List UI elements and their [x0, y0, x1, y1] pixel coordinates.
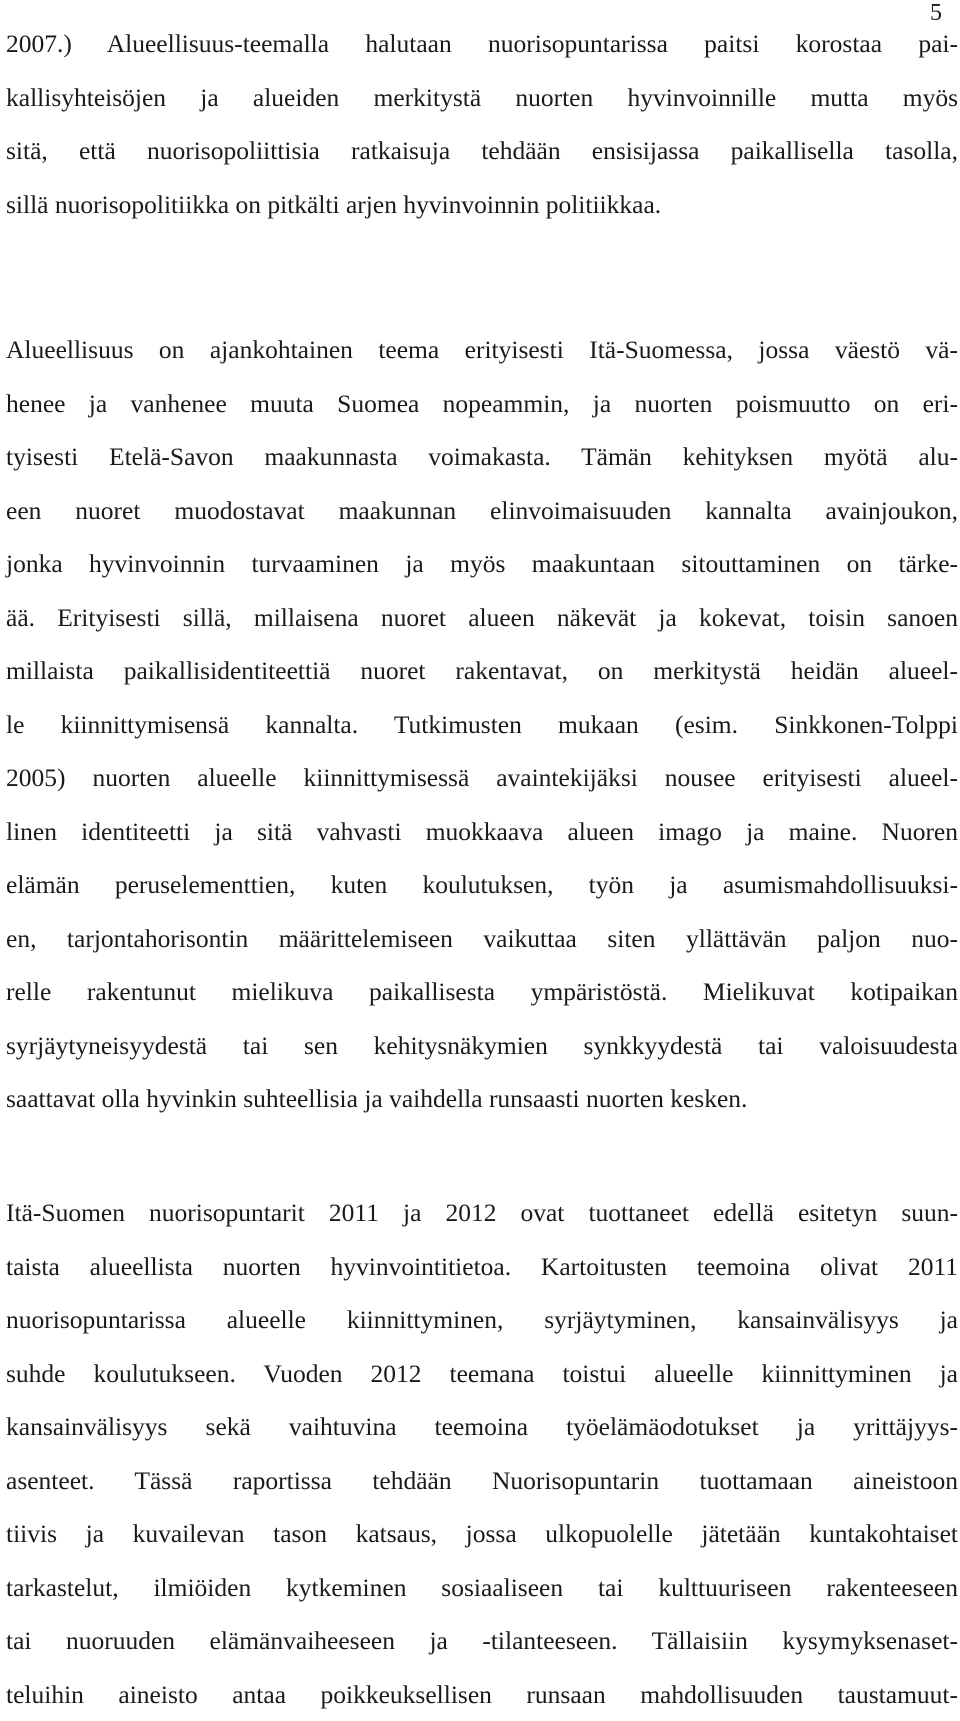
text-line: Alueellisuus on ajankohtainen teema erityisesti Itä-Suomessa, jossa väestö vä-	[6, 323, 958, 377]
text-line: sillä nuorisopolitiikka on pitkälti arjen hyvinvoinnin politiikkaa.	[6, 178, 958, 232]
text-line: asenteet. Tässä raportissa tehdään Nuorisopuntarin tuottamaan aineistoon	[6, 1454, 958, 1508]
page-number: 5	[930, 0, 942, 26]
text-line: een nuoret muodostavat maakunnan elinvoimaisuuden kannalta avainjoukon,	[6, 484, 958, 538]
text-line: tai nuoruuden elämänvaiheeseen ja -tilanteeseen. Tällaisiin kysymyksenaset-	[6, 1614, 958, 1668]
text-line: tyisesti Etelä-Savon maakunnasta voimakasta. Tämän kehityksen myötä alu-	[6, 430, 958, 484]
text-line: ää. Erityisesti sillä, millaisena nuoret alueen näkevät ja kokevat, toisin sanoen	[6, 591, 958, 645]
text-line: suhde koulutukseen. Vuoden 2012 teemana toistui alueelle kiinnittyminen ja	[6, 1347, 958, 1401]
text-line: henee ja vanhenee muuta Suomea nopeammin, ja nuorten poismuutto on eri-	[6, 377, 958, 431]
text-line: teluihin aineisto antaa poikkeuksellisen runsaan mahdollisuuden taustamuut-	[6, 1668, 958, 1721]
text-line: taista alueellista nuorten hyvinvointitietoa. Kartoitusten teemoina olivat 2011	[6, 1240, 958, 1294]
text-line: le kiinnittymisensä kannalta. Tutkimusten mukaan (esim. Sinkkonen-Tolppi	[6, 698, 958, 752]
text-line: relle rakentunut mielikuva paikallisesta ympäristöstä. Mielikuvat kotipaikan	[6, 965, 958, 1019]
text-line: tiivis ja kuvailevan tason katsaus, jossa ulkopuolelle jätetään kuntakohtaiset	[6, 1507, 958, 1561]
text-line: saattavat olla hyvinkin suhteellisia ja vaihdella runsaasti nuorten kesken.	[6, 1072, 958, 1126]
text-line: kansainvälisyys sekä vaihtuvina teemoina työelämäodotukset ja yrittäjyys-	[6, 1400, 958, 1454]
text-line: kallisyhteisöjen ja alueiden merkitystä nuorten hyvinvoinnille mutta myös	[6, 71, 958, 125]
text-line: nuorisopuntarissa alueelle kiinnittyminen, syrjäytyminen, kansainvälisyys ja	[6, 1293, 958, 1347]
text-line: 2007.) Alueellisuus-teemalla halutaan nuorisopuntarissa paitsi korostaa pai-	[6, 17, 958, 71]
paragraph-3	[6, 1186, 958, 1721]
text-line: en, tarjontahorisontin määrittelemiseen vaikuttaa siten yllättävän paljon nuo-	[6, 912, 958, 966]
text-line: tarkastelut, ilmiöiden kytkeminen sosiaaliseen tai kulttuuriseen rakenteeseen	[6, 1561, 958, 1615]
text-line: elämän peruselementtien, kuten koulutuksen, työn ja asumismahdollisuuksi-	[6, 858, 958, 912]
text-line: 2005) nuorten alueelle kiinnittymisessä avaintekijäksi nousee erityisesti alueel-	[6, 751, 958, 805]
paragraph-1	[6, 17, 958, 231]
text-line: jonka hyvinvoinnin turvaaminen ja myös maakuntaan sitouttaminen on tärke-	[6, 537, 958, 591]
paragraph-2	[6, 323, 958, 1126]
text-line: syrjäytyneisyydestä tai sen kehitysnäkymien synkkyydestä tai valoisuudesta	[6, 1019, 958, 1073]
text-line: Itä-Suomen nuorisopuntarit 2011 ja 2012 ovat tuottaneet edellä esitetyn suun-	[6, 1186, 958, 1240]
text-line: sitä, että nuorisopoliittisia ratkaisuja tehdään ensisijassa paikallisella tasolla,	[6, 124, 958, 178]
text-line: linen identiteetti ja sitä vahvasti muokkaava alueen imago ja maine. Nuoren	[6, 805, 958, 859]
text-line: millaista paikallisidentiteettiä nuoret rakentavat, on merkitystä heidän alueel-	[6, 644, 958, 698]
